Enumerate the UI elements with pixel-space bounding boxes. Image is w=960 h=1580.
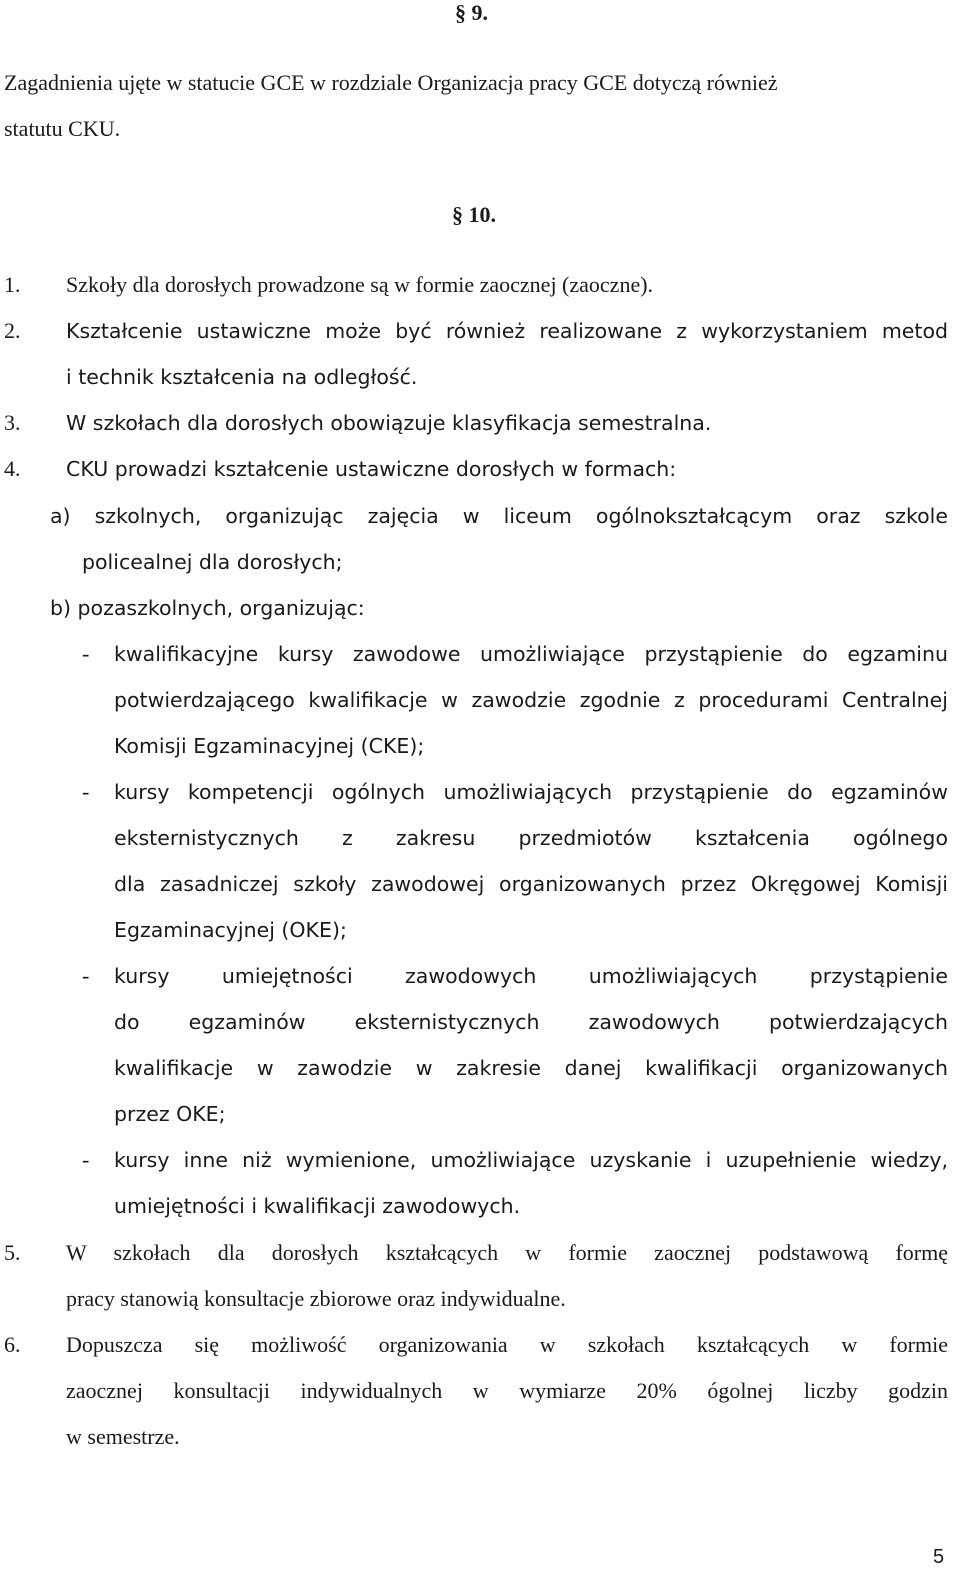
- item-6-text-line-3: w semestrze.: [66, 1424, 180, 1449]
- page-number: 5: [933, 1546, 945, 1568]
- dash-1-line-2: potwierdzającego kwalifikacje w zawodzie zgodnie z procedurami Centralnej: [114, 688, 948, 712]
- dash-2-line-2: eksternistycznych z zakresu przedmiotów kształcenia ogólnego: [114, 826, 948, 850]
- dash-2-line-4: Egzaminacyjnej (OKE);: [114, 918, 347, 942]
- dash-3-line-4: przez OKE;: [114, 1102, 226, 1126]
- item-6-number: 6.: [4, 1332, 21, 1357]
- dash-4-line-1: kursy inne niż wymienione, umożliwiające uzyskanie i uzupełnienie wiedzy,: [114, 1148, 948, 1172]
- dash-1-marker: -: [82, 641, 90, 666]
- item-2-text-line-2: i technik kształcenia na odległość.: [66, 365, 418, 389]
- item-3-number: 3.: [4, 410, 21, 435]
- dash-3-line-2: do egzaminów eksternistycznych zawodowych potwierdzających: [114, 1010, 948, 1034]
- dash-3-marker: -: [82, 963, 90, 988]
- dash-3-line-3: kwalifikacje w zawodzie w zakresie danej kwalifikacji organizowanych: [114, 1056, 948, 1080]
- dash-2-line-3: dla zasadniczej szkoły zawodowej organizowanych przez Okręgowej Komisji: [114, 872, 948, 896]
- subitem-a-line-1: a) szkolnych, organizując zajęcia w liceum ogólnokształcącym oraz szkole: [50, 504, 948, 528]
- subitem-b: b) pozaszkolnych, organizując:: [50, 596, 365, 620]
- dash-2-marker: -: [82, 779, 90, 804]
- item-1-number: 1.: [4, 272, 21, 297]
- dash-1-line-3: Komisji Egzaminacyjnej (CKE);: [114, 734, 425, 758]
- item-3-text: W szkołach dla dorosłych obowiązuje klasyfikacja semestralna.: [66, 411, 712, 435]
- subitem-a-line-2: policealnej dla dorosłych;: [82, 550, 343, 574]
- dash-3-line-1: kursy umiejętności zawodowych umożliwiających przystąpienie: [114, 964, 948, 988]
- section-9-text-line-2: statutu CKU.: [4, 116, 121, 141]
- item-6-text-line-1: Dopuszcza się możliwość organizowania w szkołach kształcących w formie: [66, 1332, 948, 1357]
- section-10-heading: § 10.: [452, 202, 496, 227]
- item-5-text-line-1: W szkołach dla dorosłych kształcących w formie zaocznej podstawową formę: [66, 1240, 948, 1265]
- dash-4-line-2: umiejętności i kwalifikacji zawodowych.: [114, 1194, 521, 1218]
- item-5-number: 5.: [4, 1240, 21, 1265]
- item-2-number: 2.: [4, 318, 21, 343]
- item-2-text-line-1: Kształcenie ustawiczne może być również realizowane z wykorzystaniem metod: [66, 319, 948, 343]
- item-4-text: CKU prowadzi kształcenie ustawiczne dorosłych w formach:: [66, 457, 677, 481]
- section-9-heading: § 9.: [455, 0, 488, 25]
- item-4-number: 4.: [4, 456, 21, 481]
- item-6-text-line-2: zaocznej konsultacji indywidualnych w wymiarze 20% ógolnej liczby godzin: [66, 1378, 948, 1403]
- dash-1-line-1: kwalifikacyjne kursy zawodowe umożliwiające przystąpienie do egzaminu: [114, 642, 948, 666]
- dash-4-marker: -: [82, 1147, 90, 1172]
- dash-2-line-1: kursy kompetencji ogólnych umożliwiających przystąpienie do egzaminów: [114, 780, 948, 804]
- section-9-text-line-1: Zagadnienia ujęte w statucie GCE w rozdziale Organizacja pracy GCE dotyczą również: [4, 70, 778, 95]
- item-5-text-line-2: pracy stanowią konsultacje zbiorowe oraz indywidualne.: [66, 1286, 566, 1311]
- item-1-text: Szkoły dla dorosłych prowadzone są w formie zaocznej (zaoczne).: [66, 272, 654, 297]
